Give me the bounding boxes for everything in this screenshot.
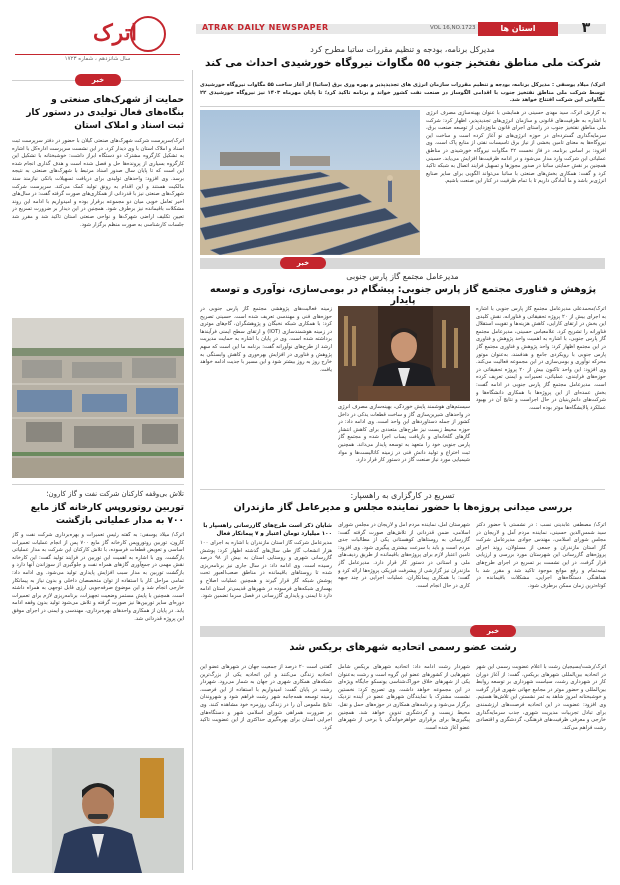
bottom-col-3: گفتنی است ۲۰ درصد از جمعیت جهان در شهرهای عضو این اتحادیه زندگی می‌کنند و این اتحادیه یکی از بزرگ‌ترین شبکه‌های همکاری شهری در جهان به شمار می‌رود. شهردار رشت در پایان گفت: امیدواریم با استفاده از این فرصت، زمینه توسعه همه‌جانبه شهر رشت فراهم شود و شهروندان نتایج ملموس آن را در زندگی روزمره خود مشاهده کنند. وی بر ضرورت همراهی شورای اسلامی شهر و دستگاه‌های اجرایی استان برای بهره‌گیری حداکثری از این عضویت تاکید کرد.	[200, 664, 332, 731]
sidebar-bottom-kicker: تلاش بی‌وقفه کارکنان شرکت نفت و گاز کارون؛	[46, 490, 184, 498]
sidebar-bottom-body: اترک/ میلاد یوسفی: به گفته رئیس تعمیرات و بهره‌برداری شرکت نفت و گاز کارون، توربین روتوروپس کارخانه گاز مایع ۷۰۰ پس از انجام عملیات تعمیرات اساسی و تعویض قطعات فرسوده، با تلاش کارکنان این شرکت به مدار عملیاتی بازگشت. وی با اشاره به اهمیت این توربین در فرایند تولید گفت: این کارخانه نقش مهمی در جمع‌آوری گازهای همراه نفت و جلوگیری از سوزاندن آنها دارد و بازگشت توربین به مدار سبب افزایش پایداری تولید می‌شود. وی ادامه داد: تمامی مراحل کار با استفاده از توان متخصصان داخلی و بدون نیاز به پیمانکار خارجی انجام شد و این موضوع صرفه‌جویی ارزی قابل توجهی به همراه داشته است. همچنین با پایش مستمر وضعیت تجهیزات، برنامه‌ریزی لازم برای تعمیرات دوره‌ای سایر توربین‌ها نیز صورت گرفته و تلاش می‌شود تولید بدون وقفه ادامه یابد. در پایان از همکاری واحدهای بهره‌برداری، مهندسی و ایمنی در اجرای موفق این پروژه قدردانی شد.	[12, 532, 184, 622]
bottom-col-2: شهردار رشت ادامه داد: اتحادیه شهرهای بریکس شامل شهرهایی از کشورهای عضو این گروه است و رشت به‌عنوان یکی از شهرهای خلاق خوراک‌شناسی یونسکو جایگاه ویژه‌ای در این مجموعه خواهد داشت. وی تصریح کرد: نخستین نشست مشترک با نمایندگان شهرهای عضو در آینده نزدیک برگزار می‌شود و برنامه‌های همکاری در حوزه‌های حمل و نقل، محیط زیست و گردشگری تدوین خواهد شد. همچنین پیگیری‌ها برای برقراری خواهرخواندگی با برخی از شهرهای عضو آغاز شده است.	[338, 664, 470, 731]
official-portrait-photo	[12, 748, 184, 873]
mazandaran-col-3: مدیرعامل شرکت گاز استان مازندران با اشاره به اجرای ۱۰۰ هزار انشعاب گاز طی سال‌های گذشته اظهار کرد: پوشش گازرسانی شهری و روستایی استان به بیش از ۹۸ درصد رسیده است. وی ادامه داد: در سال جاری نیز برنامه‌ریزی شده تا روستاهای باقیمانده در مناطق صعب‌العبور تحت پوشش شبکه گاز قرار گیرند و همچنین عملیات اصلاح و بهسازی شبکه‌های فرسوده در شهرهای قدیمی‌تر استان ادامه دارد تا ایمنی و پایداری گازرسانی در فصل سرما تضمین شود.	[200, 540, 332, 600]
industrial-park-photo	[12, 318, 184, 478]
lead-body: به گزارش اترک، سید مهدی حسینی در همایشی با عنوان بهینه‌سازی مصرف انرژی با اشاره به ظرفیت‌های قانونی و سازمان انرژی‌های تجدیدپذیر، اظهار کرد: شرکت ملی مناطق نفتخیز جنوب در راستای اجرای قانون مانع‌زدایی از توسعه صنعت برق، سرمایه‌گذاری گسترده‌ای در حوزه انرژی‌های نو آغاز کرده است و ساخت این نیروگاه‌ها به معنای تامین بخشی از نیاز برق تاسیسات نفتی از منابع پاک است. وی افزود: بر اساس برنامه، در فاز نخست ۲۲ مگاوات نیروگاه خورشیدی در مناطق عملیاتی این شرکت وارد مدار می‌شود و در ادامه ظرفیت‌ها افزایش می‌یابد. حسینی همچنین بر نقش حمایتی ساتبا در صدور مجوزها و تسهیل فرایند اتصال به شبکه تاکید کرد و گفت: همکاری بخش‌های صنعتی با ساتبا می‌تواند الگویی برای سایر صنایع انرژی‌بر باشد و ما آمادگی داریم تا با تمام ظرفیت در کنار این صنعت باشیم.	[426, 110, 606, 185]
sidebar-top-headline: حمایت از شهرک‌های صنعتی و بنگاه‌های فعال تولیدی در دستور کار ثبت اسناد و املاک استان	[26, 95, 184, 131]
paper-name-label: ATRAK DAILY NEWSPAPER	[202, 23, 329, 32]
vol-label: VOL 16,NO.1723	[430, 25, 476, 31]
section-bar-1	[200, 258, 605, 269]
lead-headline: شرکت ملی مناطق نفتخیز جنوب ۵۵ مگاوات نیروگاه خورشیدی احداث می کند	[205, 57, 601, 69]
news-tag-2: خبر	[470, 625, 516, 637]
middle-kicker: مدیرعامل مجتمع گاز پارس جنوبی	[346, 272, 459, 281]
sidebar-news-tag: خبر	[75, 74, 121, 86]
lead-rule	[200, 106, 605, 107]
section-label: استان ها	[478, 22, 558, 36]
section-bar-2	[200, 626, 605, 637]
lead-summary: اترک/ میلاد یوسفی : مدیرکل برنامه، بودجه و تنظیم مقررات سازمان انرژی های تجدیدپذیر و بهره وری برق (ساتبا) از آغاز ساخت ۵۵ مگاوات نیروگاه خورشیدی توسط شرکت ملی مناطق نفتخیز جنوب با اقدامی الگوساز در صنعت نفت کشور خواند و برنامه تاکید کرد؛ تا پایان مهرماه ۱۴۰۳ نیز نیروگاه خورشیدی ۲۲ مگاواتی این شرکت افتتاح خواهد شد.	[200, 82, 605, 104]
issue-line: سال شانزدهم ، شماره ۱۷۲۳	[64, 56, 131, 62]
sidebar-divider	[192, 70, 193, 870]
page-header	[196, 22, 606, 36]
middle-headline: پژوهش و فناوری مجتمع گاز پارس جنوبی: پیشگام در بومی‌سازی، نوآوری و توسعه پایدار	[209, 284, 597, 306]
mazandaran-kicker: تسریع در کارگزاری به راهسپار:	[350, 491, 455, 500]
ceo-portrait-photo	[338, 306, 470, 401]
mazandaran-headline: بررسی میدانی پروژه‌ها با حضور نماینده مجلس و مدیرعامل گاز مازندران	[233, 502, 573, 513]
solar-farm-photo	[200, 110, 420, 255]
sidebar-bottom-headline: توربین روتوروپس کارخانه گاز مایع ۷۰۰ به مدار عملیاتی بازگشت	[30, 503, 184, 526]
logo-text: اترک	[92, 20, 138, 46]
mazandaran-col-2: شهرستان آمل، نماینده مردم آمل و لاریجان در مجلس شورای اسلامی، ضمن قدردانی از تلاش‌های صورت گرفته گفت: گازرسانی به روستاهای کوهستانی یکی از مطالبات جدی مردم است و باید با سرعت بیشتری پیگیری شود. وی افزود: تامین اعتبار لازم برای پروژه‌های باقیمانده از طریق ردیف‌های ملی و استانی در دستور کار قرار دارد. مدیرعامل گاز مازندران نیز گزارشی از پیشرفت فیزیکی پروژه‌ها ارائه کرد و گفت: با همکاری پیمانکاران، عملیات اجرایی در چند جبهه کاری در حال انجام است.	[338, 522, 470, 589]
page-number: ۳	[581, 20, 591, 36]
bottom-headline: رشت عضو رسمی اتحادیه شهرهای بریکس شد	[289, 642, 517, 653]
sidebar-top-body: اترک/سرپرست شرکت شهرک‌های صنعتی گیلان با حضور در دفتر سرپرست ثبت اسناد و املاک استان با وی دیدار کرد. در این نشست سرپرست اداره‌کل با اشاره به تشکیل کارگروه مشترک دو دستگاه ابراز داشت: خوشبختانه با تشکیل این کارگروه بسیاری از پرونده‌ها حل و فصل شده است و هدف گذاری انجام شده این است که تا پایان سال صدور اسناد مرتبط با شهرک‌های صنعتی به نتیجه برسد. وی افزود: واحدهای تولیدی برای دریافت تسهیلات بانکی نیازمند سند مالکیت هستند و این اقدام به رونق تولید کمک می‌کند. سرپرست شرکت شهرک‌های صنعتی نیز با قدردانی از همکاری‌های صورت گرفته گفت: در سال‌های اخیر تعامل خوبی میان دو مجموعه برقرار بوده و امیدواریم با ادامه این روند مشکلات باقیمانده نیز برطرف شود. همچنین در این دیدار بر ضرورت تسریع در تعیین تکلیف اراضی شهرک‌ها و نواحی صنعتی استان تاکید شد و مقرر شد جلسات کارشناسی به صورت منظم برگزار شود.	[12, 138, 184, 228]
mazandaran-col-1: اترک/ مصطفی عابدینی نسب : در نشستی با حضور دکتر سید شمس‌الدین حسینی، نماینده مردم آمل و لاریجان در مجلس شورای اسلامی، مهندس جوادی مدیرعامل شرکت گاز استان مازندران و جمعی از مسئولان، روند اجرای پروژه‌های گازرسانی این شهرستان مورد بررسی و ارزیابی قرار گرفت. در این نشست بر تسریع در اجرای طرح‌های نیمه‌تمام و رفع موانع موجود تاکید شد و مقرر شد با هماهنگی دستگاه‌های اجرایی، مشکلات باقیمانده در کوتاه‌ترین زمان ممکن برطرف شود.	[476, 522, 606, 589]
middle-rule	[200, 489, 605, 490]
sidebar-mid-rule	[12, 484, 184, 485]
lead-kicker: مدیرکل برنامه، بودجه و تنظیم مقررات ساتبا مطرح کرد	[310, 45, 495, 54]
middle-col-right: اترک/محمدعلی مدیرعامل مجتمع گاز پارس جنوبی با اشاره به اجرای بیش از ۲۰ پروژه تحقیقاتی و فناورانه، نقش کلیدی این بخش در ارتقای کارایی، کاهش هزینه‌ها و تقویت استقلال فناورانه را تشریح کرد. علامعباس حسینی، مدیرعامل مجتمع گاز پارس جنوبی، با اشاره به اهمیت واحد پژوهش و فناوری در این مجتمع اظهار کرد: واحد پژوهش و فناوری مجتمع گاز پارس جنوبی با رویکردی جامع و هدفمند، به‌عنوان موتور محرکه نوآوری و بومی‌سازی در این مجموعه فعالیت می‌کند. وی افزود: این واحد تاکنون بیش از ۲۰ پروژه تحقیقاتی در حوزه‌های فرایندی، عملیاتی، تعمیرات و ایمنی تعریف کرده است. مدیرعامل مجتمع گاز پارس جنوبی در ادامه گفت: بخش عمده‌ای از این پروژه‌ها با همکاری دانشگاه‌ها و شرکت‌های دانش‌بنیان در حال اجراست و نتایج آن در بهبود عملکرد پالایشگاه‌ها موثر بوده است.	[476, 306, 606, 411]
middle-col-center: سیستم‌های هوشمند پایش خوردگی، بهینه‌سازی مصرف انرژی در واحدهای شیرین‌سازی گاز و ساخت قطعات یدکی در داخل کشور از جمله دستاوردهای این واحد است. وی ادامه داد: در حوزه محیط زیست نیز طرح‌های متعددی برای کاهش انتشار گازهای گلخانه‌ای و بازیافت پساب اجرا شده و مجتمع گاز پارس جنوبی خود را متعهد به توسعه پایدار می‌داند. همچنین ثبت اختراع و تولید دانش فنی در زمینه کاتالیست‌ها و مواد شیمیایی مورد نیاز صنعت گاز در دستور کار قرار دارد.	[338, 404, 470, 464]
news-tag-1: خبر	[280, 257, 326, 269]
middle-col-left: زمینه فعالیت‌های پژوهشی مجتمع گاز پارس جنوبی در حوزه‌های فنی و مهندسی تعریف شده است. حسینی تصریح کرد: با همکاری شبکه نخبگان و پژوهشگران، گام‌های موثری در زمینه هوشمندسازی (IOT) و ارتقای سطح ایمنی فرآیندها برداشته شده است. وی در پایان با اشاره به حمایت مدیریت ارشد از طرح‌های نوآورانه گفت: برنامه ما این است که سهم پژوهش و فناوری در افزایش بهره‌وری و کاهش وابستگی به خارج روز به روز بیشتر شود و این مسیر با جدیت ادامه خواهد یافت.	[200, 306, 332, 373]
logo-block	[10, 14, 185, 66]
logo-underline	[15, 54, 180, 55]
mazandaran-subhead: شایان ذکر است طرح‌های گازرسانی راهسپار با ۱۰۰ میلیارد تومان اعتبار و ۷ پیمانکار فعال	[203, 523, 332, 537]
bottom-col-1: اترک/رشت/بسیجیان رشت با اعلام عضویت رسمی این شهر در اتحادیه بین‌المللی شهرهای بریکس، گفت: از آغاز دوران کار در شهرداری رشت، سیاست شهرداری بر توسعه روابط بین‌المللی و حضور موثر در مجامع جهانی شهری قرار گرفت و خوشبختانه امروز شاهد به ثمر نشستن این تلاش‌ها هستیم. وی افزود: عضویت در این اتحادیه فرصت‌های ارزشمندی برای تبادل تجربیات مدیریت شهری، جذب سرمایه‌گذاری خارجی و معرفی ظرفیت‌های فرهنگی، گردشگری و اقتصادی رشت فراهم می‌کند.	[476, 664, 606, 731]
